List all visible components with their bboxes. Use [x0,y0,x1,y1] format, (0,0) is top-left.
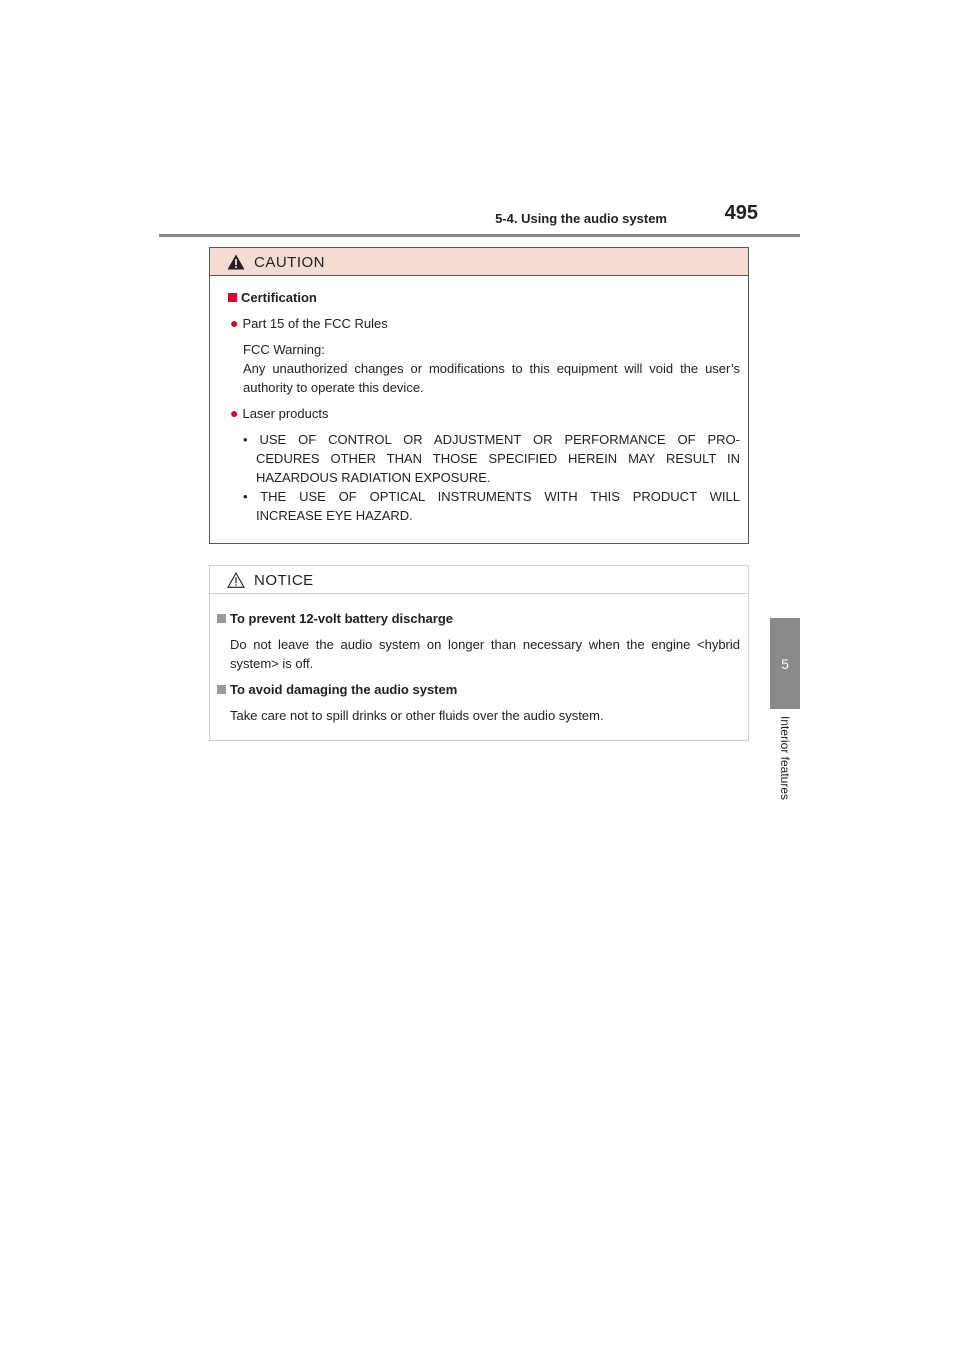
caution-heading: Certification [228,288,317,307]
laser-bullet-1: • USE OF CONTROL OR ADJUSTMENT OR PERFORMANCE OF PRO- [243,432,740,447]
page-header [159,198,800,237]
circle-bullet-icon: ● [230,315,239,331]
caution-box [209,247,749,544]
chapter-number: 5 [781,655,789,672]
laser-bullet-1-end: HAZARDOUS RADIATION EXPOSURE. [256,470,491,485]
page-number: 495 [724,202,758,224]
warning-triangle-outline-icon [227,572,245,588]
square-bullet-icon [228,293,237,302]
notice-heading-audio: To avoid damaging the audio system [217,680,457,699]
section-title: 5-4. Using the audio system [495,211,667,226]
chapter-tab-label [760,715,810,801]
square-bullet-icon [217,614,226,623]
circle-bullet-icon: ● [230,405,239,421]
notice-box [209,565,749,741]
caution-item-fcc: ● Part 15 of the FCC Rules [230,315,388,331]
notice-battery-text: Do not leave the audio system on longer than necessary when the engine <hybrid [230,637,740,652]
square-bullet-icon [217,685,226,694]
notice-battery-text-cont: system> is off. [230,656,314,671]
caution-item-laser: ● Laser products [230,405,329,421]
caution-title: CAUTION [254,254,325,271]
fcc-warning-text-cont: authority to operate this device. [243,380,424,395]
notice-audio-text: Take care not to spill drinks or other fluids over the audio system. [230,708,604,723]
notice-heading-battery: To prevent 12-volt battery discharge [217,609,453,628]
chapter-label: Interior features [778,715,793,801]
fcc-warning-text: Any unauthorized changes or modifications to this equipment will void the user’s [243,361,740,376]
fcc-warning-label: FCC Warning: [243,342,325,357]
laser-bullet-2-end: INCREASE EYE HAZARD. [256,508,413,523]
notice-header [210,566,748,594]
warning-triangle-icon [227,254,245,270]
chapter-tab [770,618,800,709]
notice-title: NOTICE [254,572,314,589]
laser-bullet-1-cont: CEDURES OTHER THAN THOSE SPECIFIED HEREIN MAY RESULT IN [256,451,740,466]
laser-bullet-2: • THE USE OF OPTICAL INSTRUMENTS WITH THIS PRODUCT WILL [243,489,740,504]
caution-header [210,248,748,276]
